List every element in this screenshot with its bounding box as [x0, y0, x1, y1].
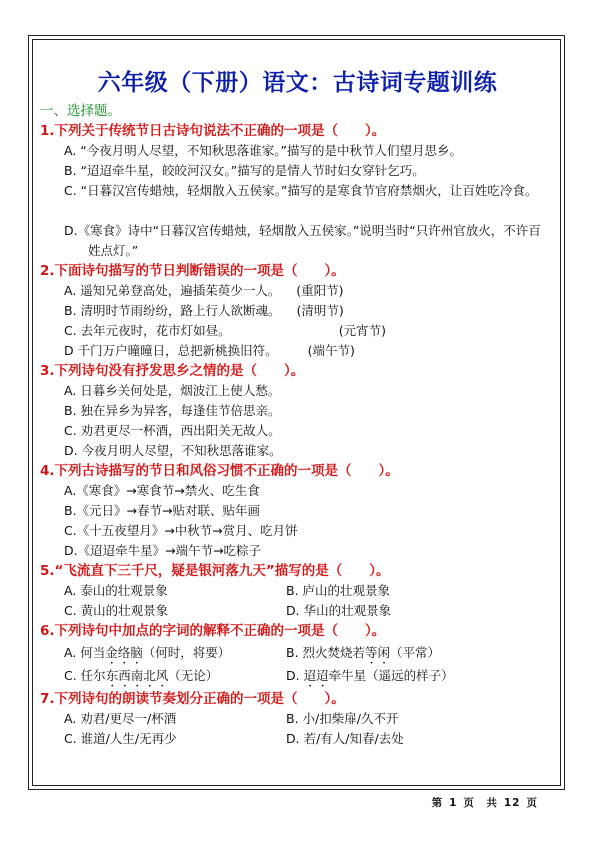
- question-5-option-d: D. 华山的壮观景象: [286, 603, 392, 618]
- question-1-stem: 1.下列关于传统节日古诗句说法不正确的一项是（ ）。: [40, 123, 386, 139]
- question-6-stem: 6.下列诗句中加点的字词的解释不正确的一项是（ ）。: [40, 623, 386, 639]
- question-5-stem: 5.“飞流直下三千尺，疑是银河落九天”描写的是（ ）。: [40, 563, 390, 579]
- question-1-option-d: D.《寒食》诗中“日暮汉宫传蜡烛，轻烟散入五侯家。”说明当时“只许州官放火，不许百姓点灯。”: [64, 223, 541, 258]
- question-6-option-c: [64, 664, 286, 687]
- question-4-option-a: A.《寒食》→寒食节→禁火、吃生食: [64, 483, 260, 498]
- question-4-option-d: D.《迢迢牵牛星》→端午节→吃粽子: [64, 543, 262, 558]
- current-page: 1: [449, 797, 458, 809]
- question-2-stem: 2.下面诗句描写的节日判断错误的一项是（ ）。: [40, 263, 345, 279]
- option-text: A. 遥知兄弟登高处，遍插茱萸少一人。: [64, 283, 281, 298]
- page-number: [429, 795, 541, 810]
- question-6-option-d: [286, 664, 508, 687]
- question-7-options-row-2: [40, 729, 555, 749]
- option-gloss: （何时，将要）: [142, 645, 231, 660]
- question-4-option-c: C.《十五夜望月》→中秋节→赏月、吃月饼: [64, 523, 298, 538]
- option-prefix: A. 何当: [64, 645, 106, 660]
- dotted-word: 东西南北风: [105, 668, 169, 683]
- question-3-option-b: B. 独在异乡为异客，每逢佳节倍思亲。: [64, 403, 281, 418]
- question-3-option-a: A. 日暮乡关何处是，烟波江上使人愁。: [64, 383, 281, 398]
- question-7-option-a: A. 劝君/更尽一/杯酒: [64, 711, 177, 726]
- option-gloss: （无论）: [168, 668, 219, 683]
- question-3-stem: 3.下列诗句没有抒发思乡之情的是（ ）。: [40, 363, 305, 379]
- option-prefix: B. 烈火焚烧若: [286, 645, 366, 660]
- question-7-option-b: B. 小/扣柴扉/久不开: [286, 711, 399, 726]
- question-6-option-a: [64, 641, 286, 664]
- question-7-stem: 7.下列诗句的朗读节奏划分正确的一项是（ ）。: [40, 691, 345, 707]
- question-3-option-d: D. 今夜月明人尽望，不知秋思落谁家。: [64, 443, 282, 458]
- question-7-option-d: D. 若/有人/知春/去处: [286, 731, 404, 746]
- festival-tag: (端午节): [307, 343, 355, 358]
- question-5-options-row-2: [40, 601, 555, 621]
- worksheet-content: [40, 62, 555, 749]
- question-1-option-b: B. “迢迢牵牛星，皎皎河汉女。”描写的是情人节时妇女穿针乞巧。: [64, 163, 425, 178]
- question-2-option-b: [40, 301, 555, 321]
- festival-tag: (重阳节): [296, 283, 344, 298]
- question-2-option-d: [40, 341, 555, 361]
- option-prefix: D.: [286, 668, 304, 683]
- festival-tag: (元宵节): [338, 323, 386, 338]
- page-prefix: 第: [431, 797, 444, 809]
- question-5-option-a: A. 泰山的壮观景象: [64, 583, 168, 598]
- question-2-option-c: [40, 321, 555, 341]
- question-3-option-c: C. 劝君更尽一杯酒，西出阳关无故人。: [64, 423, 281, 438]
- festival-tag: (清明节): [296, 303, 344, 318]
- option-text: C. 去年元夜时，花市灯如昼。: [64, 323, 231, 338]
- question-5-option-c: C. 黄山的壮观景象: [64, 603, 169, 618]
- question-7-options-row-1: [40, 709, 555, 729]
- question-6-option-b: [286, 641, 508, 664]
- question-7-option-c: C. 谁道/人生/无再少: [64, 731, 177, 746]
- question-6-options-row-1: [40, 641, 555, 664]
- question-4-option-b: B.《元日》→春节→贴对联、贴年画: [64, 503, 260, 518]
- option-text: D 千门万户曈曈日，总把新桃换旧符。: [64, 343, 278, 358]
- question-5-option-b: B. 庐山的壮观景象: [286, 583, 391, 598]
- question-1-option-a: A. “今夜月明人尽望，不知秋思落谁家。”描写的是中秋节人们望月思乡。: [64, 143, 462, 158]
- page-title: 六年级（下册）语文：古诗词专题训练: [97, 70, 498, 96]
- question-4-stem: 4.下列古诗描写的节日和风俗习惯不正确的一项是（ ）。: [40, 463, 399, 479]
- question-5-options-row-1: [40, 581, 555, 601]
- question-6-options-row-2: [40, 664, 555, 687]
- option-prefix: C. 任尔: [64, 668, 106, 683]
- page-suffix: 页: [526, 797, 538, 809]
- dotted-word: 等闲: [365, 645, 391, 660]
- dotted-word: 金络脑: [105, 645, 143, 660]
- question-2-option-a: [40, 281, 555, 301]
- question-1-option-c: C. “日暮汉宫传蜡烛，轻烟散入五侯家。”描写的是寒食节官府禁烟火，让百姓吃冷食。: [64, 183, 538, 198]
- section-heading: 一、选择题。: [40, 103, 121, 119]
- option-gloss: 牵牛星（遥远的样子）: [328, 668, 454, 683]
- page-mid: 页 共: [463, 797, 498, 809]
- total-pages: 12: [503, 797, 521, 809]
- option-gloss: （平常）: [390, 645, 441, 660]
- option-text: B. 清明时节雨纷纷，路上行人欲断魂。: [64, 303, 281, 318]
- dotted-word: 迢迢: [303, 668, 329, 683]
